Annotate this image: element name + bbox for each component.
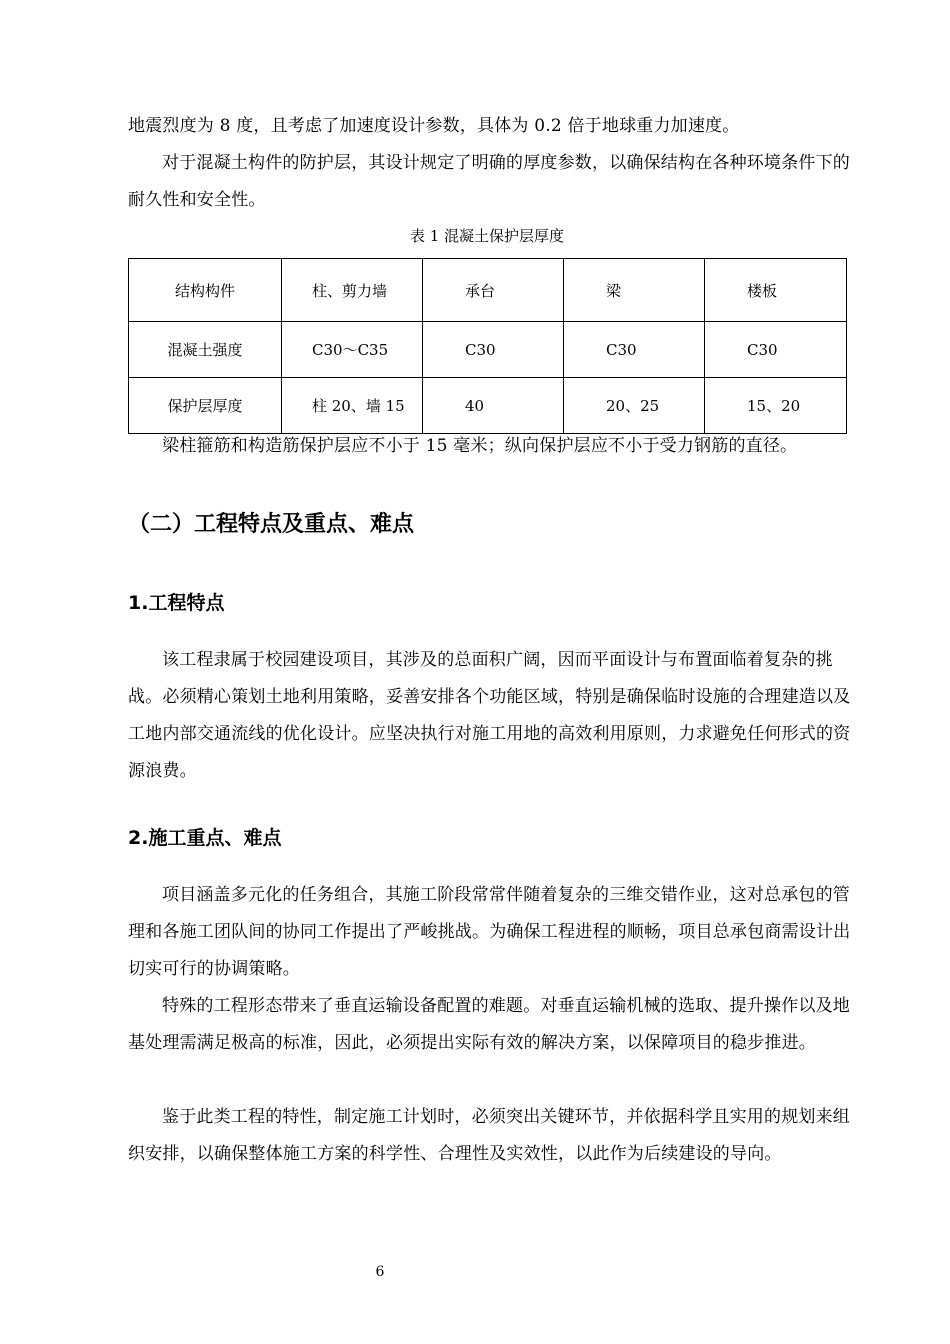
table-cell: 梁 <box>564 259 705 322</box>
table-cell: 15、20 <box>705 378 847 434</box>
paragraph-protection-layer-intro: 对于混凝土构件的防护层，其设计规定了明确的厚度参数，以确保结构在各种环境条件下的耐久性和安全性。 <box>128 153 850 210</box>
table-row <box>129 322 847 378</box>
table-cell: C30 <box>423 322 564 378</box>
table-cell: C30 <box>564 322 705 378</box>
subheading-project-features: 1.工程特点 <box>128 592 225 614</box>
paragraph-vertical-transport: 特殊的工程形态带来了垂直运输设备配置的难题。对垂直运输机械的选取、提升操作以及地基处理需满足极高的标准，因此，必须提出实际有效的解决方案，以保障项目的稳步推进。 <box>128 996 850 1053</box>
table-cell: C30～C35 <box>282 322 423 378</box>
table-cell: 承台 <box>423 259 564 322</box>
table-caption: 表 1 混凝土保护层厚度 <box>409 227 565 245</box>
table-cell: 楼板 <box>705 259 847 322</box>
section-heading: （二）工程特点及重点、难点 <box>128 512 415 537</box>
protection-layer-table <box>128 258 847 434</box>
paragraph-seismic: 地震烈度为 8 度，且考虑了加速度设计参数，具体为 0.2 倍于地球重力加速度。 <box>128 116 740 136</box>
table-cell: 柱 20、墙 15 <box>282 378 423 434</box>
paragraph-coordination: 项目涵盖多元化的任务组合，其施工阶段常常伴随着复杂的三维交错作业，这对总承包的管理和各施工团队间的协同工作提出了严峻挑战。为确保工程进程的顺畅，项目总承包商需设计出切实可行的协调策略。 <box>128 885 851 979</box>
paragraph-project-features: 该工程隶属于校园建设项目，其涉及的总面积广阔，因而平面设计与布置面临着复杂的挑战。必须精心策划土地利用策略，妥善安排各个功能区域，特别是确保临时设施的合理建造以及工地内部交通流线的优化设计。应坚决执行对施工用地的高效利用原则，力求避免任何形式的资源浪费。 <box>128 650 851 781</box>
table-row <box>129 378 847 434</box>
table-cell: 混凝土强度 <box>129 322 282 378</box>
table-cell: 保护层厚度 <box>129 378 282 434</box>
page-number: 6 <box>375 1264 385 1280</box>
table-cell: C30 <box>705 322 847 378</box>
table-cell: 柱、剪力墙 <box>282 259 423 322</box>
subheading-key-difficulties: 2.施工重点、难点 <box>128 827 282 849</box>
table-cell: 结构构件 <box>129 259 282 322</box>
table-cell: 40 <box>423 378 564 434</box>
paragraph-stirrup-cover: 梁柱箍筋和构造筋保护层应不小于 15 毫米；纵向保护层应不小于受力钢筋的直径。 <box>162 436 798 456</box>
table-row <box>129 259 847 322</box>
table-cell: 20、25 <box>564 378 705 434</box>
paragraph-construction-plan: 鉴于此类工程的特性，制定施工计划时，必须突出关键环节，并依据科学且实用的规划来组织安排，以确保整体施工方案的科学性、合理性及实效性，以此作为后续建设的导向。 <box>128 1107 850 1164</box>
